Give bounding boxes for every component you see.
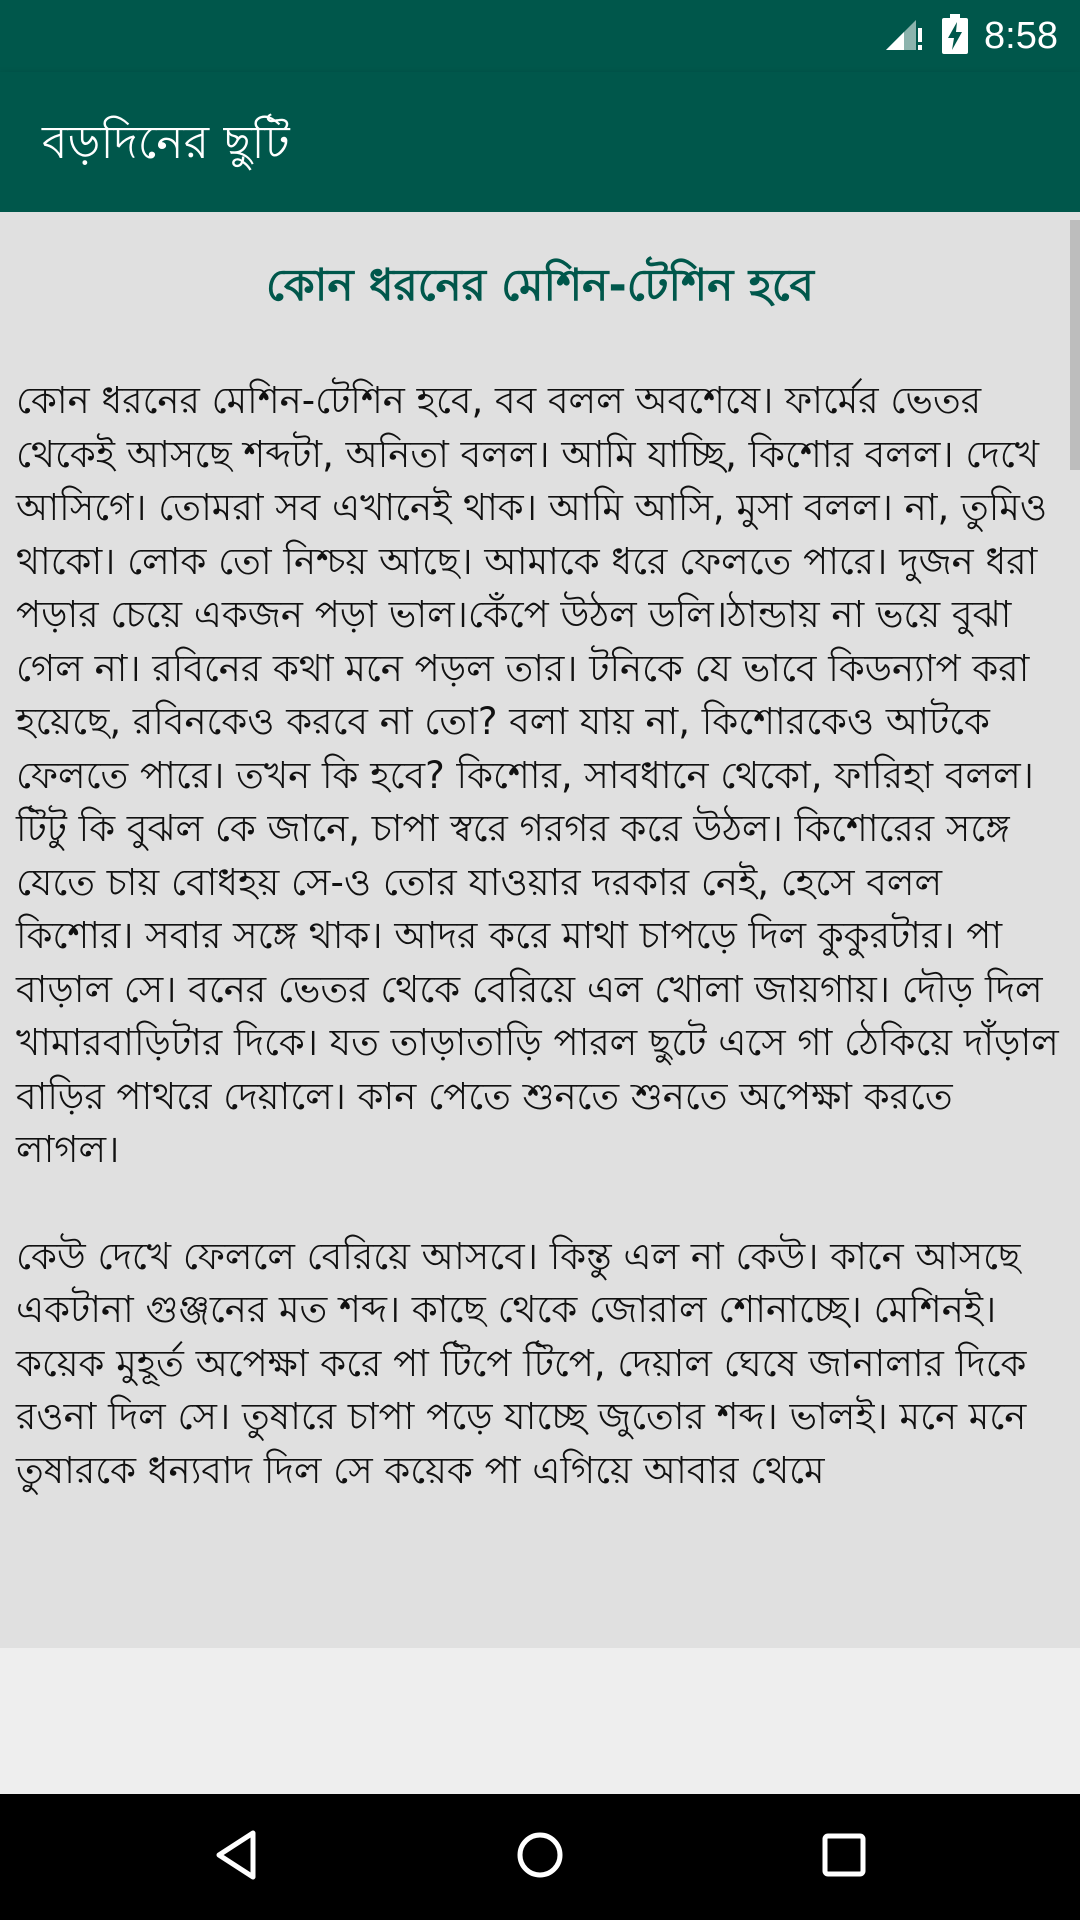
back-button[interactable] (156, 1794, 316, 1920)
article-paragraph: কোন ধরনের মেশিন-টেশিন হবে, বব বলল অবশেষে। ফার্মের ভেতর থেকেই আসছে শব্দটা, অনিতা বলল। আমি যাচ্ছি, কিশোর বলল। দেখে আসিগে। তোমরা সব এখানেই থাক। আমি আসি, মুসা বলল। না, তুমিও থাকো। লোক তো নিশ্চয় আছে। আমাকে ধরে ফেলতে পারে। দুজন ধরা পড়ার চেয়ে একজন পড়া ভাল।কেঁপে উঠল ডলি।ঠান্ডায় না ভয়ে বুঝা গেল না। রবিনের কথা মনে পড়ল তার। টনিকে যে ভাবে কিডন্যাপ করা হয়েছে, রবিনকেও করবে না তো? বলা যায় না, কিশোরকেও আটকে ফেলতে পারে। তখন কি হবে? কিশোর, সাবধানে থেকো, ফারিহা বলল। টিটু কি বুঝল কে জানে, চাপা স্বরে গরগর করে উঠল। কিশোরের সঙ্গে যেতে চায় বোধহয় সে-ও তোর যাওয়ার দরকার নেই, হেসে বলল কিশোর। সবার সঙ্গে থাক। আদর করে মাথা চাপড়ে দিল কুকুরটার। পা বাড়াল সে। বনের ভেতর থেকে বেরিয়ে এল খোলা জায়গায়। দৌড় দিল খামারবাড়িটার দিকে। যত তাড়াতাড়ি পারল ছুটে এসে গা ঠেকিয়ে দাঁড়াল বাড়ির পাথরে দেয়ালে। কান পেতে শুনতে শুনতে অপেক্ষা করতে লাগল। (16, 379, 1059, 1171)
home-button[interactable] (460, 1794, 620, 1920)
app-bar (0, 72, 1080, 212)
status-bar (0, 0, 1080, 72)
back-icon (213, 1829, 259, 1885)
app-title: বড়দিনের ছুটি (42, 115, 290, 169)
article-heading: কোন ধরনের মেশিন-টেশিন হবে (265, 260, 815, 311)
home-icon (515, 1830, 565, 1884)
article-paragraph: কেউ দেখে ফেললে বেরিয়ে আসবে। কিন্তু এল না কেউ। কানে আসছে একটানা গুঞ্জনের মত শব্দ। কাছে থেকে জোরাল শোনাচ্ছে। মেশিনই। কয়েক মুহূর্ত অপেক্ষা করে পা টিপে টিপে, দেয়াল ঘেষে জানালার দিকে রওনা দিল সে। তুষারে চাপা পড়ে যাচ্ছে জুতোর শব্দ। ভালই। মনে মনে তুষারকে ধন্যবাদ দিল সে কয়েক পা এগিয়ে আবার থেমে (16, 1234, 1027, 1492)
signal-icon (884, 16, 926, 56)
article-body (16, 374, 1066, 1550)
recents-icon (822, 1833, 866, 1881)
navigation-bar (0, 1794, 1080, 1920)
article-scroll-view[interactable] (0, 212, 1080, 1648)
recents-button[interactable] (764, 1794, 924, 1920)
status-time: 8:58 (984, 14, 1058, 57)
status-icons (884, 0, 1058, 72)
battery-charging-icon (942, 14, 968, 58)
blank-area (0, 1648, 1080, 1794)
